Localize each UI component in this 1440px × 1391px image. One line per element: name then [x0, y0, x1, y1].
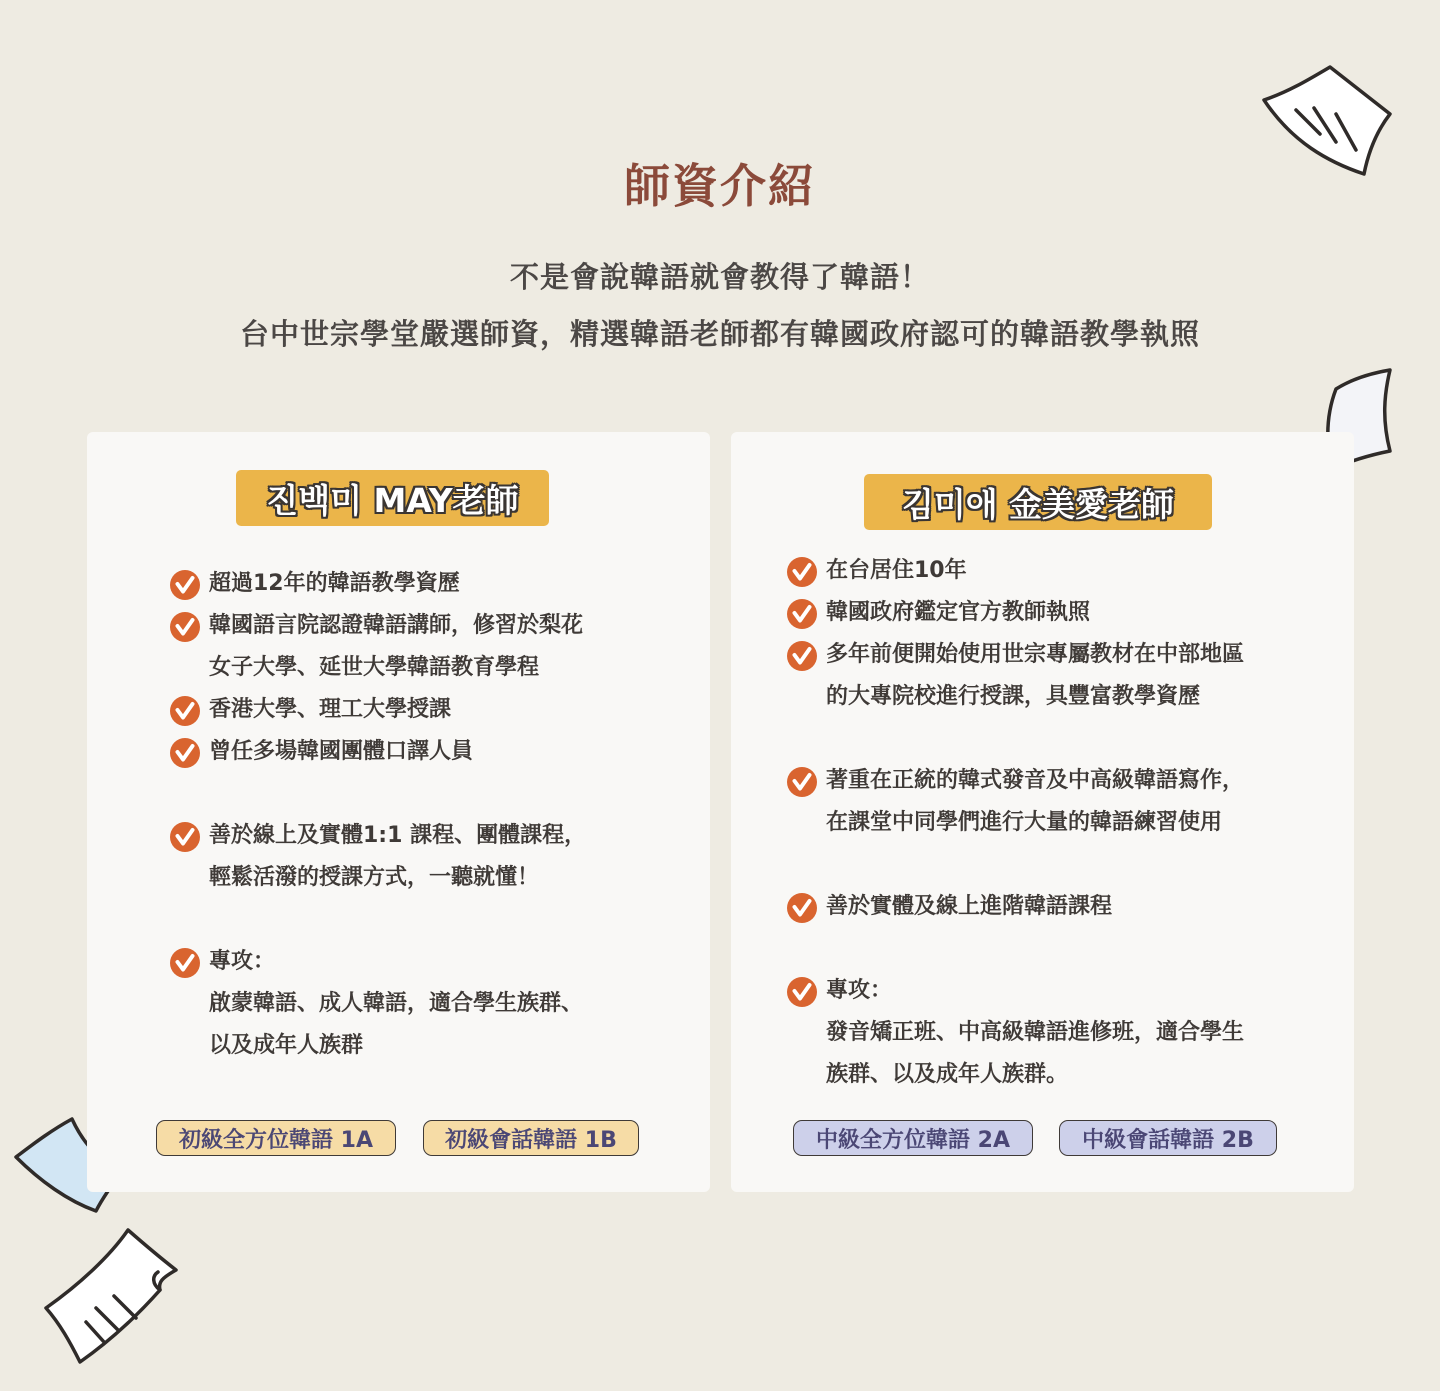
course-tag-1b[interactable]: 初級會話韓語 1B	[423, 1120, 639, 1156]
list-item-continuation: 的大專院校進行授課，具豐富教學資歷	[826, 684, 1201, 709]
check-circle-icon	[786, 598, 818, 630]
list-item-continuation: 啟蒙韓語、成人韓語，適合學生族群、	[209, 991, 584, 1016]
list-item: 韓國政府鑑定官方教師執照	[786, 598, 1090, 634]
course-tag-2a[interactable]: 中級全方位韓語 2A	[793, 1120, 1033, 1156]
list-item-continuation: 以及成年人族群	[209, 1033, 364, 1058]
check-circle-icon	[169, 569, 201, 601]
list-item-continuation: 族群、以及成年人族群。	[826, 1062, 1069, 1087]
list-item-continuation: 輕鬆活潑的授課方式，一聽就懂！	[209, 865, 540, 890]
check-circle-icon	[169, 611, 201, 643]
list-item: 曾任多場韓國團體口譯人員	[169, 737, 473, 773]
list-item-continuation: 女子大學、延世大學韓語教育學程	[209, 655, 540, 680]
check-circle-icon	[786, 766, 818, 798]
check-circle-icon	[169, 821, 201, 853]
check-circle-icon	[169, 947, 201, 979]
check-circle-icon	[786, 556, 818, 588]
teacher-card-kim	[731, 432, 1354, 1192]
check-circle-icon	[786, 640, 818, 672]
page-title: 師資介紹	[624, 159, 816, 213]
teacher-name-tag: 김미애 金美愛老師	[864, 474, 1212, 530]
list-item: 專攻：	[169, 947, 275, 983]
list-item: 在台居住10年	[786, 556, 967, 592]
list-item-continuation: 在課堂中同學們進行大量的韓語練習使用	[826, 810, 1223, 835]
list-item: 著重在正統的韓式發音及中高級韓語寫作，	[786, 766, 1244, 802]
teacher-name-tag: 진백미 MAY老師	[236, 470, 549, 526]
list-item: 超過12年的韓語教學資歷	[169, 569, 460, 605]
list-item: 香港大學、理工大學授課	[169, 695, 451, 731]
course-tag-1a[interactable]: 初級全方位韓語 1A	[156, 1120, 396, 1156]
list-item: 專攻：	[786, 976, 892, 1012]
list-item: 善於實體及線上進階韓語課程	[786, 892, 1112, 928]
teacher-card-may	[87, 432, 710, 1192]
list-item: 善於線上及實體1:1 課程、團體課程，	[169, 821, 586, 857]
check-circle-icon	[169, 695, 201, 727]
list-item: 多年前便開始使用世宗專屬教材在中部地區	[786, 640, 1244, 676]
check-circle-icon	[169, 737, 201, 769]
check-circle-icon	[786, 976, 818, 1008]
list-item: 韓國語言院認證韓語講師，修習於梨花	[169, 611, 583, 647]
course-tag-2b[interactable]: 中級會話韓語 2B	[1059, 1120, 1277, 1156]
check-circle-icon	[786, 892, 818, 924]
intro-line-2: 台中世宗學堂嚴選師資，精選韓語老師都有韓國政府認可的韓語教學執照	[239, 317, 1200, 351]
list-item-continuation: 發音矯正班、中高級韓語進修班，適合學生	[826, 1020, 1245, 1045]
paper-sheet-icon-bottom-left	[40, 1226, 180, 1366]
intro-line-1: 不是會說韓語就會教得了韓語！	[509, 260, 930, 294]
